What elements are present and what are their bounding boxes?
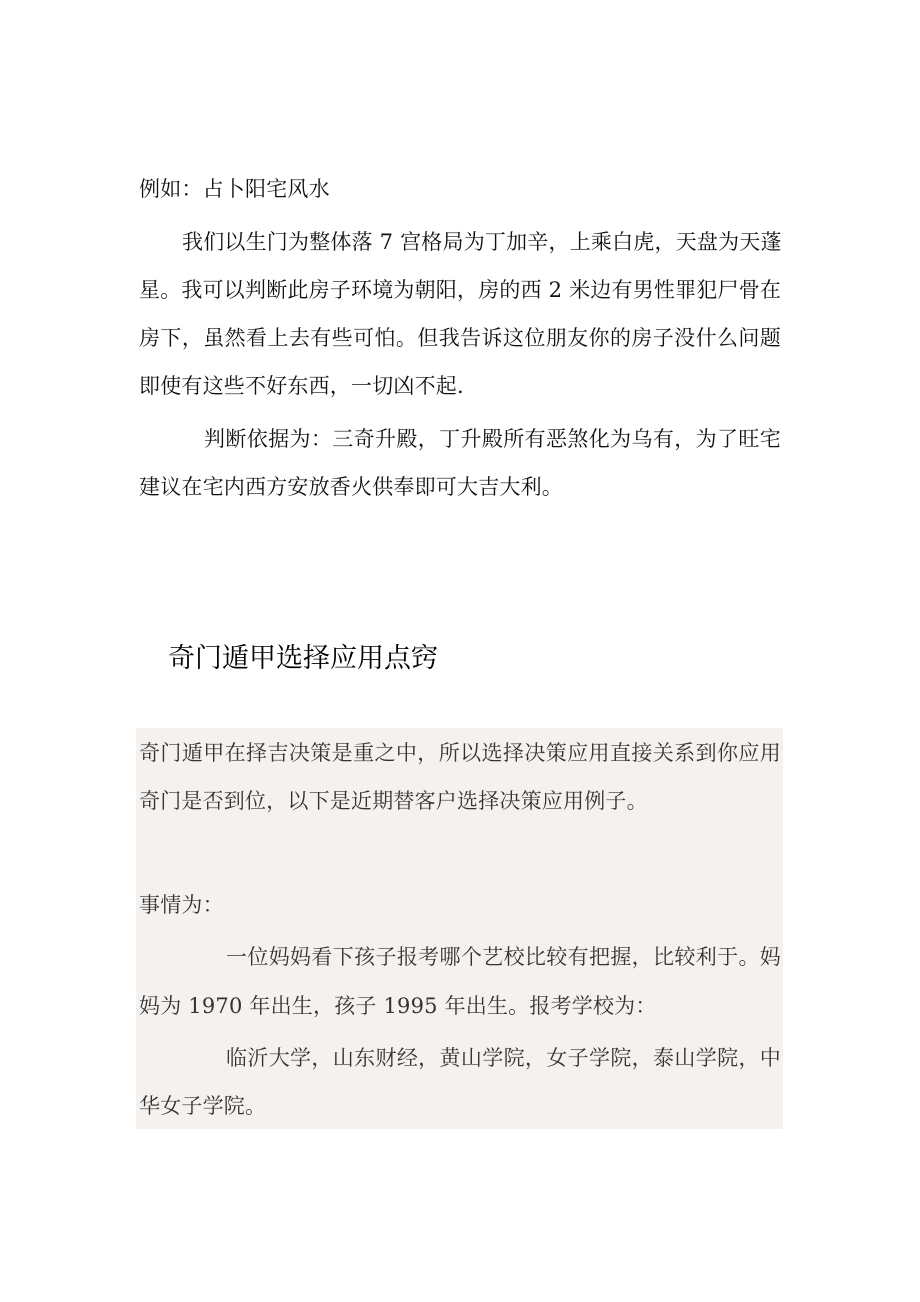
paragraph-1-line-4: 即使有这些不好东西，一切凶不起.	[139, 374, 464, 398]
case-line-1: 一位妈妈看下孩子报考哪个艺校比较有把握，比较利于。妈	[226, 945, 781, 969]
shaded-intro-line-1: 奇门遁甲在择吉决策是重之中，所以选择决策应用直接关系到你应用	[139, 741, 781, 765]
paragraph-1-line-2: 星。我可以判断此房子环境为朝阳，房的西 2 米边有男性罪犯尸骨在	[139, 278, 782, 302]
matter-label: 事情为：	[139, 893, 224, 917]
section-heading: 奇门遁甲选择应用点窍	[168, 643, 438, 674]
case-line-2: 妈为 1970 年出生，孩子 1995 年出生。报考学校为：	[139, 994, 657, 1018]
paragraph-1-line-3: 房下，虽然看上去有些可怕。但我告诉这位朋友你的房子没什么问题	[139, 326, 781, 350]
paragraph-2-line-1: 判断依据为：三奇升殿，丁升殿所有恶煞化为乌有，为了旺宅	[204, 427, 781, 451]
paragraph-2-line-2: 建议在宅内西方安放香火供奉即可大吉大利。	[139, 475, 563, 499]
paragraph-1-line-1: 我们以生门为整体落 7 宫格局为丁加辛，上乘白虎，天盘为天蓬	[182, 230, 782, 254]
example-intro: 例如：占卜阳宅风水	[139, 177, 330, 201]
schools-line-1: 临沂大学，山东财经，黄山学院，女子学院，泰山学院，中	[226, 1046, 781, 1070]
schools-line-2: 华女子学院。	[139, 1094, 267, 1118]
shaded-intro-line-2: 奇门是否到位，以下是近期替客户选择决策应用例子。	[139, 789, 648, 813]
